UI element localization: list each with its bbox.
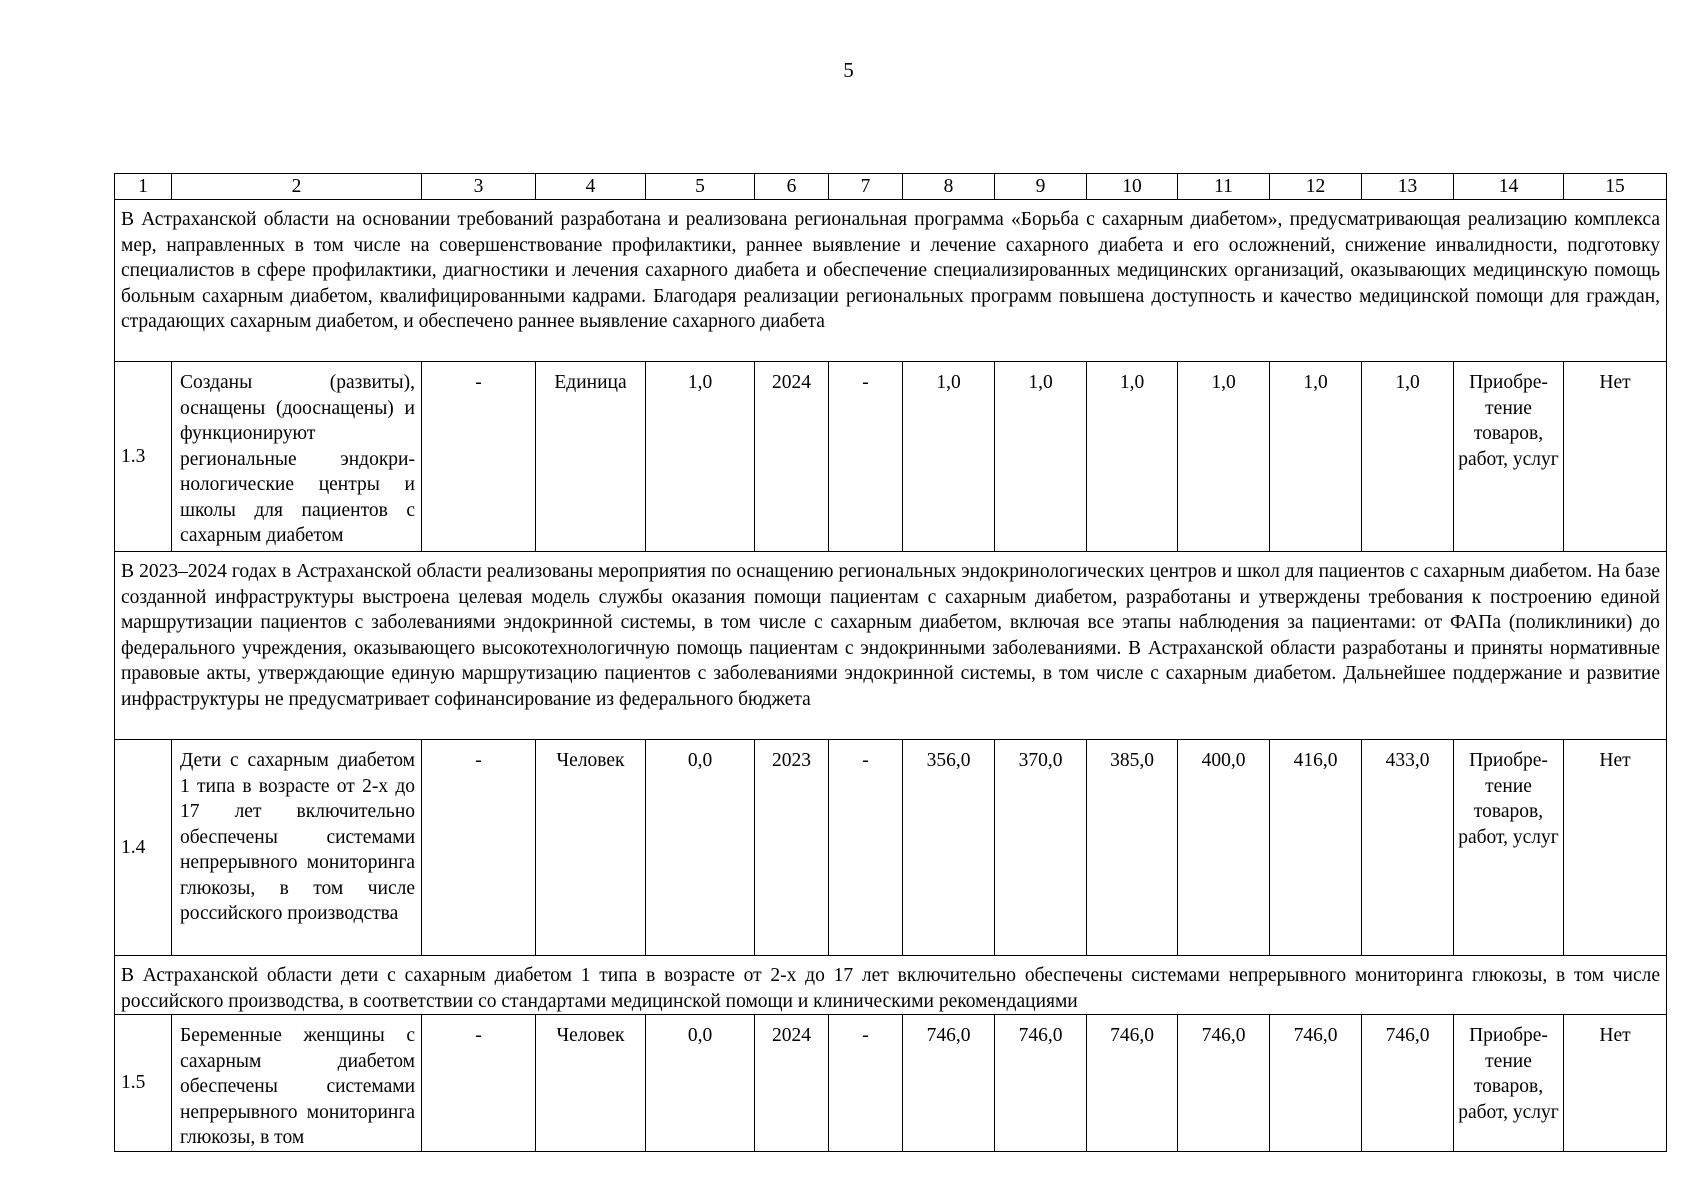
column-number-header: [115, 174, 1667, 200]
cell-col3: -: [422, 362, 536, 552]
cell-col3: -: [422, 740, 536, 956]
unit: Человек: [536, 1015, 646, 1152]
year-value: 746,0: [1178, 1015, 1270, 1152]
row-number: 1.4: [115, 740, 172, 956]
note-text: В Астраханской области дети с сахарным диабетом 1 типа в возрасте от 2-х до 17 лет включительно обеспечены системами непрерывного мониторинга глюкозы, в том числе российского производства, в соответствии со стандартами медицинской помощи и клиническими рекомендациями: [115, 956, 1667, 1015]
federal-flag: Нет: [1564, 740, 1667, 956]
year-value: 1,0: [1362, 362, 1454, 552]
note-row: [115, 552, 1667, 740]
cell-col3: -: [422, 1015, 536, 1152]
header-cell: 6: [755, 174, 829, 200]
year-value: 400,0: [1178, 740, 1270, 956]
header-cell: 12: [1270, 174, 1362, 200]
header-cell: 3: [422, 174, 536, 200]
unit: Человек: [536, 740, 646, 956]
base-value: 0,0: [646, 740, 755, 956]
year-value: 356,0: [903, 740, 995, 956]
year-value: 746,0: [903, 1015, 995, 1152]
cell-col7: -: [829, 362, 903, 552]
cell-col7: -: [829, 1015, 903, 1152]
base-year: 2024: [755, 362, 829, 552]
note-text: В 2023–2024 годах в Астраханской области реализованы мероприятия по оснащению региональных эндокринологических центров и школ для пациентов с сахарным диабетом. На базе созданной инфраструктуры выстроена целевая модель службы оказания помощи пациентам с сахарным диабетом, разработаны и утверждены требования к построению единой маршрутизации пациентов с заболеваниями эндокринной системы, в том числе с сахарным диабетом, включая все этапы наблюдения за пациентами: от ФАПа (поликлиники) до федерального учреждения, оказывающего высокотехнологичную помощь пациентам с эндокринными заболеваниями. В Астраханской области разработаны и приняты нормативные правовые акты, утверждающие единую маршрутизацию пациентов с заболеваниями эндокринной системы, в том числе с сахарным диабетом. Дальнейшее поддержание и развитие инфраструктуры не предусматривает софинансирование из федерального бюджета: [115, 552, 1667, 740]
header-cell: 7: [829, 174, 903, 200]
header-cell: 2: [172, 174, 422, 200]
header-cell: 15: [1564, 174, 1667, 200]
purpose: Приобретение товаров, работ, услуг: [1454, 1015, 1564, 1152]
note-row: [115, 200, 1667, 362]
indicator-name: Созданы (развиты), оснащены (дооснащены) и функционируют региональные эндокринологические центры и школы для пациентов с сахарным диабетом: [172, 362, 422, 552]
cell-col7: -: [829, 740, 903, 956]
year-value: 1,0: [1087, 362, 1178, 552]
indicator-row: [115, 1015, 1667, 1152]
year-value: 1,0: [903, 362, 995, 552]
base-value: 0,0: [646, 1015, 755, 1152]
header-cell: 10: [1087, 174, 1178, 200]
note-text: В Астраханской области на основании требований разработана и реализована региональная программа «Борьба с сахарным диабетом», предусматривающая реализацию комплекса мер, направленных в том числе на совершенствование профилактики, раннее выявление и лечение сахарного диабета и его осложнений, снижение инвалидности, подготовку специалистов в сфере профилактики, диагностики и лечения сахарного диабета и обеспечение специализированных медицинских организаций, оказывающих медицинскую помощь больным сахарным диабетом, квалифицированными кадрами. Благодаря реализации региональных программ повышена доступность и качество медицинской помощи для граждан, страдающих сахарным диабетом, и обеспечено раннее выявление сахарного диабета: [115, 200, 1667, 362]
header-cell: 8: [903, 174, 995, 200]
purpose: Приобретение товаров, работ, услуг: [1454, 362, 1564, 552]
header-cell: 11: [1178, 174, 1270, 200]
year-value: 1,0: [995, 362, 1087, 552]
year-value: 385,0: [1087, 740, 1178, 956]
year-value: 370,0: [995, 740, 1087, 956]
year-value: 746,0: [995, 1015, 1087, 1152]
indicator-name: Беременные женщины с сахарным диабетом обеспечены системами непрерывного мониторинга глюкозы, в том: [172, 1015, 422, 1152]
header-cell: 14: [1454, 174, 1564, 200]
year-value: 746,0: [1270, 1015, 1362, 1152]
unit: Единица: [536, 362, 646, 552]
page-number: 5: [843, 58, 854, 82]
header-cell: 9: [995, 174, 1087, 200]
base-value: 1,0: [646, 362, 755, 552]
federal-flag: Нет: [1564, 1015, 1667, 1152]
row-number: 1.5: [115, 1015, 172, 1152]
indicators-table: [114, 173, 1667, 1152]
header-cell: 13: [1362, 174, 1454, 200]
base-year: 2024: [755, 1015, 829, 1152]
year-value: 433,0: [1362, 740, 1454, 956]
year-value: 1,0: [1178, 362, 1270, 552]
base-year: 2023: [755, 740, 829, 956]
header-cell: 5: [646, 174, 755, 200]
header-cell: 4: [536, 174, 646, 200]
row-number: 1.3: [115, 362, 172, 552]
indicator-name: Дети с сахарным диабетом 1 типа в возрасте от 2-х до 17 лет включительно обеспечены системами непрерывного мониторинга глюкозы, в том числе российского производства: [172, 740, 422, 956]
year-value: 416,0: [1270, 740, 1362, 956]
federal-flag: Нет: [1564, 362, 1667, 552]
year-value: 1,0: [1270, 362, 1362, 552]
header-cell: 1: [115, 174, 172, 200]
indicator-row: [115, 362, 1667, 552]
note-row: [115, 956, 1667, 1015]
year-value: 746,0: [1087, 1015, 1178, 1152]
purpose: Приобретение товаров, работ, услуг: [1454, 740, 1564, 956]
year-value: 746,0: [1362, 1015, 1454, 1152]
indicator-row: [115, 740, 1667, 956]
